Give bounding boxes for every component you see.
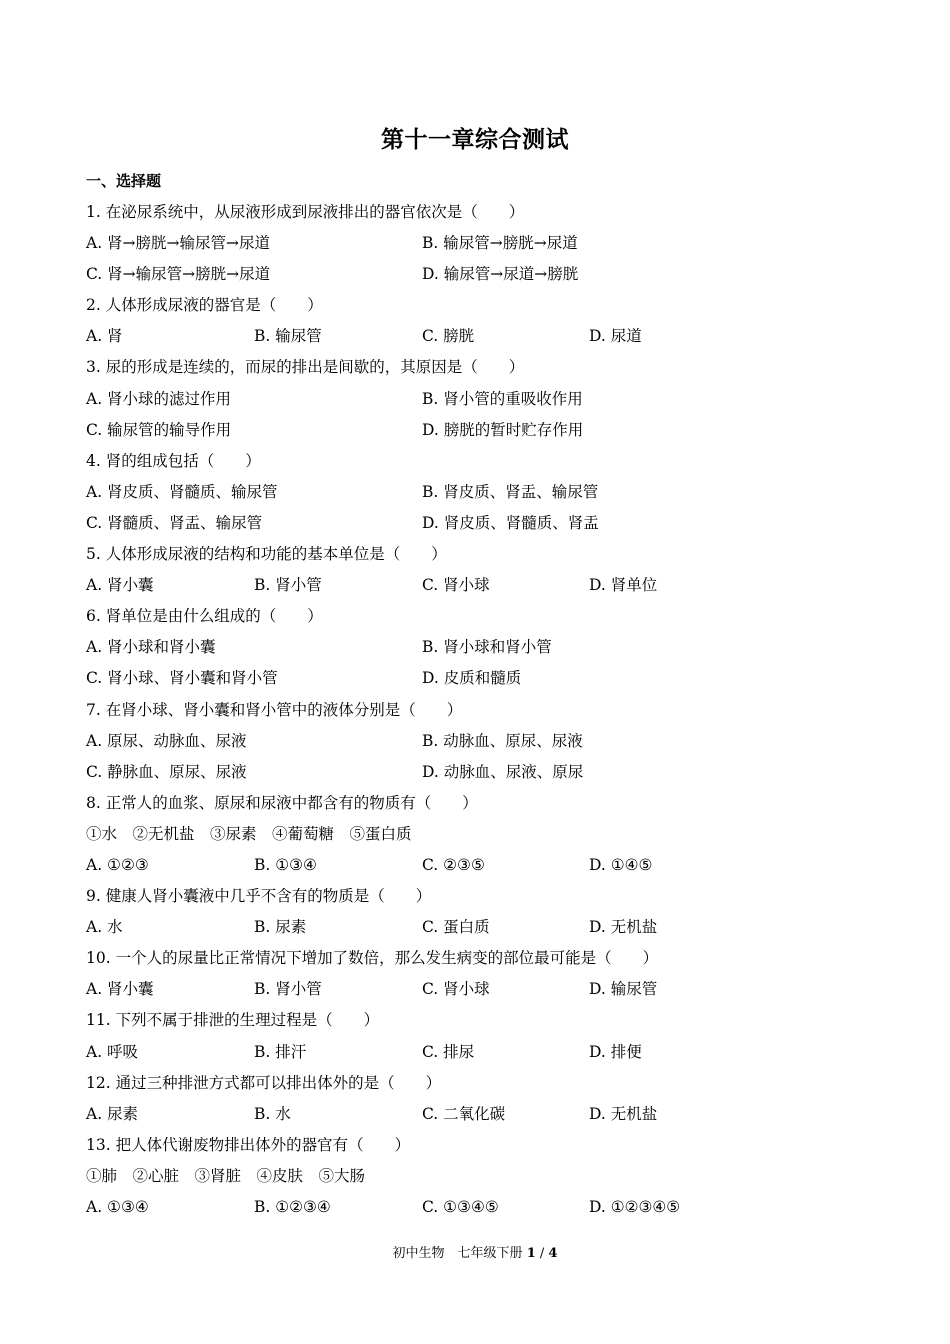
option: B. 排汗 — [254, 1042, 307, 1061]
option: D. 膀胱的暂时贮存作用 — [422, 420, 584, 439]
option: C. ②③⑤ — [422, 855, 485, 874]
options-row — [86, 974, 886, 1005]
option: A. 肾小球和肾小囊 — [86, 638, 216, 657]
option: D. 输尿管→尿道→膀胱 — [422, 265, 579, 284]
option: B. ①②③④ — [254, 1198, 331, 1216]
options-row — [86, 415, 886, 446]
question-stem: 10. 一个人的尿量比正常情况下增加了数倍，那么发生病变的部位最可能是（ ） — [86, 949, 659, 968]
option: C. 膀胱 — [422, 327, 475, 346]
options-row — [86, 850, 886, 881]
option: B. 肾小球和肾小管 — [422, 638, 552, 657]
option: B. 肾小管 — [254, 576, 322, 595]
question-items: ①肺 ②心脏 ③肾脏 ④皮肤 ⑤大肠 — [86, 1166, 366, 1185]
options-row — [86, 912, 886, 943]
options-row — [86, 1037, 886, 1068]
options-row — [86, 663, 886, 694]
options-row — [86, 1192, 886, 1223]
option: C. 肾→输尿管→膀胱→尿道 — [86, 265, 271, 284]
question-stem: 3. 尿的形成是连续的，而尿的排出是间歇的，其原因是（ ） — [86, 358, 525, 377]
question-stem: 11. 下列不属于排泄的生理过程是（ ） — [86, 1011, 380, 1030]
option: D. 无机盐 — [589, 918, 658, 937]
options-row — [86, 508, 886, 539]
option: B. 肾小管的重吸收作用 — [422, 389, 583, 408]
option: D. 肾单位 — [589, 576, 658, 595]
options-row — [86, 384, 886, 415]
options-row — [86, 321, 886, 352]
option: B. 肾皮质、肾盂、输尿管 — [422, 482, 599, 501]
option: A. ①③④ — [86, 1198, 149, 1216]
question-stem: 1. 在泌尿系统中，从尿液形成到尿液排出的器官依次是（ ） — [86, 203, 525, 221]
options-row — [86, 757, 886, 788]
option: C. 蛋白质 — [422, 918, 490, 937]
question-stem: 13. 把人体代谢废物排出体外的器官有（ ） — [86, 1135, 411, 1154]
option: A. 肾→膀胱→输尿管→尿道 — [86, 234, 271, 253]
option: B. 尿素 — [254, 918, 307, 937]
option: D. ①④⑤ — [589, 855, 653, 874]
option: D. 输尿管 — [589, 980, 658, 999]
question-stem: 5. 人体形成尿液的结构和功能的基本单位是（ ） — [86, 545, 447, 564]
option: A. 肾 — [86, 327, 123, 346]
question-list — [86, 197, 886, 1223]
option: A. 肾小囊 — [86, 980, 154, 999]
question-items: ①水 ②无机盐 ③尿素 ④葡萄糖 ⑤蛋白质 — [86, 824, 412, 843]
option: A. 肾小囊 — [86, 576, 154, 595]
options-row — [86, 259, 886, 290]
question-stem: 8. 正常人的血浆、原尿和尿液中都含有的物质有（ ） — [86, 793, 478, 812]
option: D. 动脉血、尿液、原尿 — [422, 762, 584, 781]
option: A. 呼吸 — [86, 1042, 139, 1061]
question-stem: 6. 肾单位是由什么组成的（ ） — [86, 607, 323, 626]
section-heading: 一、选择题 — [86, 172, 162, 190]
option: C. 肾髓质、肾盂、输尿管 — [86, 513, 263, 532]
option: C. 输尿管的输导作用 — [86, 420, 232, 439]
options-row — [86, 228, 886, 259]
option: C. ①③④⑤ — [422, 1198, 499, 1216]
options-row — [86, 570, 886, 601]
option: D. 排便 — [589, 1042, 642, 1061]
question-stem: 9. 健康人肾小囊液中几乎不含有的物质是（ ） — [86, 887, 432, 906]
footer-text: 初中生物 七年级下册 — [392, 1246, 523, 1261]
question-stem: 12. 通过三种排泄方式都可以排出体外的是（ ） — [86, 1073, 442, 1092]
option: A. 肾小球的滤过作用 — [86, 389, 232, 408]
option: A. 原尿、动脉血、尿液 — [86, 731, 247, 750]
option: B. ①③④ — [254, 855, 317, 874]
page-total: 4 — [548, 1246, 558, 1261]
question-stem: 7. 在肾小球、肾小囊和肾小管中的液体分别是（ ） — [86, 700, 463, 719]
options-row — [86, 726, 886, 757]
options-row — [86, 1099, 886, 1130]
option: D. 皮质和髓质 — [422, 669, 522, 688]
options-row — [86, 632, 886, 663]
page-footer — [0, 1244, 950, 1264]
option: B. 输尿管→膀胱→尿道 — [422, 234, 578, 253]
option: B. 肾小管 — [254, 980, 322, 999]
option: C. 二氧化碳 — [422, 1104, 506, 1123]
page-separator: / — [535, 1246, 549, 1261]
option: C. 肾小球 — [422, 980, 490, 999]
option: A. 肾皮质、肾髓质、输尿管 — [86, 482, 278, 501]
option: B. 动脉血、原尿、尿液 — [422, 731, 583, 750]
options-row — [86, 477, 886, 508]
option: A. 水 — [86, 918, 123, 937]
option: D. ①②③④⑤ — [589, 1198, 681, 1216]
page-number: 1 — [526, 1246, 536, 1261]
option: C. 肾小球 — [422, 576, 490, 595]
option: D. 肾皮质、肾髓质、肾盂 — [422, 513, 599, 532]
page-title: 第十一章综合测试 — [381, 126, 569, 153]
option: C. 静脉血、原尿、尿液 — [86, 762, 247, 781]
option: A. 尿素 — [86, 1104, 139, 1123]
question-stem: 2. 人体形成尿液的器官是（ ） — [86, 296, 323, 315]
option: B. 输尿管 — [254, 327, 322, 346]
option: D. 尿道 — [589, 327, 642, 346]
question-stem: 4. 肾的组成包括（ ） — [86, 451, 261, 470]
option: C. 肾小球、肾小囊和肾小管 — [86, 669, 278, 688]
option: C. 排尿 — [422, 1042, 475, 1061]
option: B. 水 — [254, 1104, 291, 1123]
option: A. ①②③ — [86, 855, 149, 874]
option: D. 无机盐 — [589, 1104, 658, 1123]
